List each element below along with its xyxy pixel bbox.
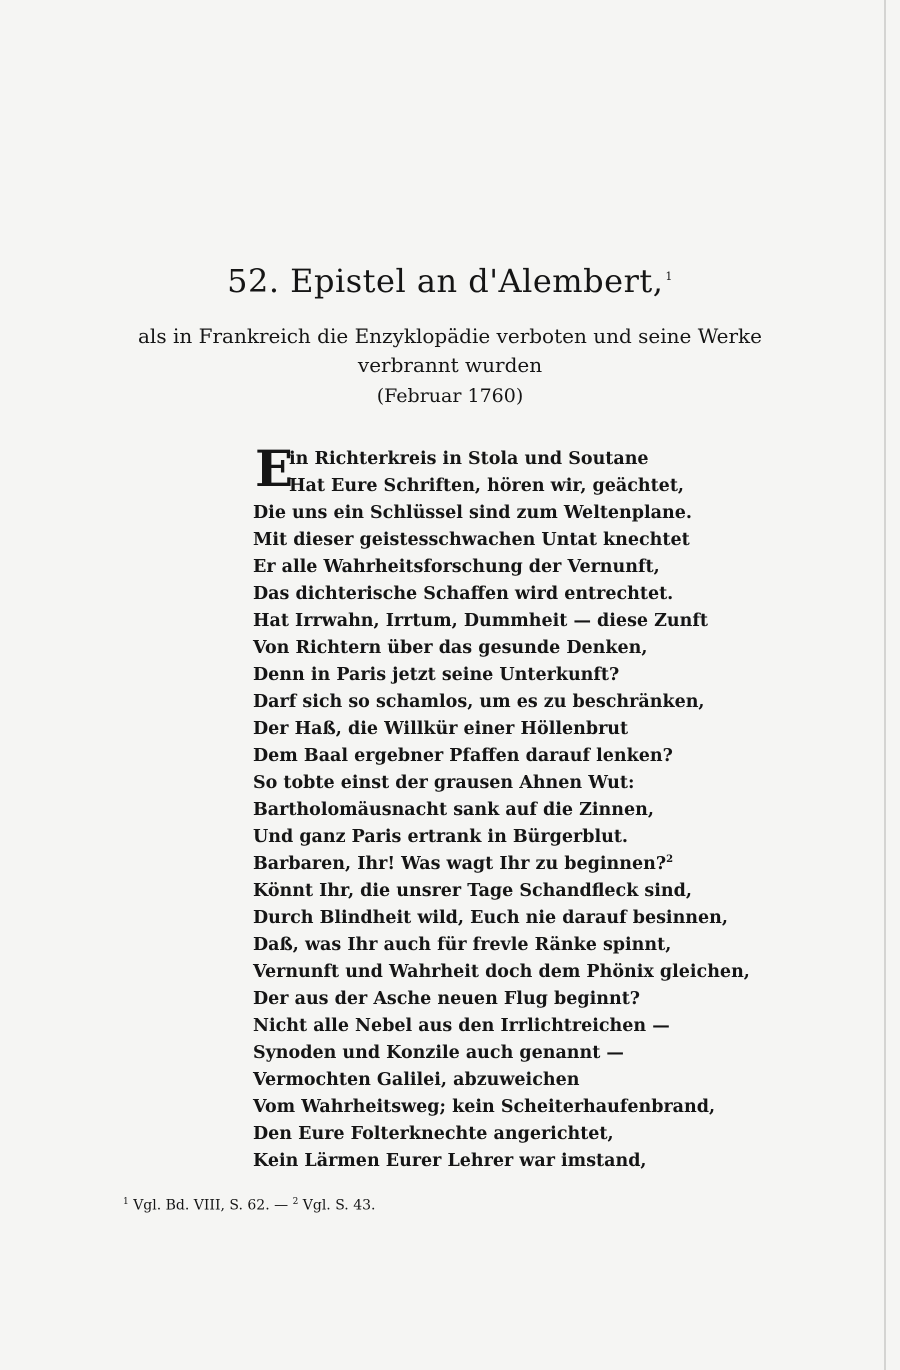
poem-line-24: Vermochten Galilei, abzuweichen <box>253 1070 580 1090</box>
poem-line-27: Kein Lärmen Eurer Lehrer war imstand, <box>253 1151 647 1171</box>
poem-line-4: Mit dieser geistesschwachen Untat knechtet <box>253 530 690 550</box>
poem-line-19: Daß, was Ihr auch für frevle Ränke spinnt, <box>253 935 672 955</box>
footnotes <box>123 1197 375 1214</box>
poem-title <box>0 262 900 300</box>
line-footnote-ref: 2 <box>666 854 674 866</box>
poem-line-5: Er alle Wahrheitsforschung der Vernunft, <box>253 557 660 577</box>
page-edge <box>884 0 886 1370</box>
footnote-2-marker: 2 <box>292 1197 299 1207</box>
poem-line-20: Vernunft und Wahrheit doch dem Phönix gleichen, <box>253 962 750 982</box>
poem-line-8: Von Richtern über das gesunde Denken, <box>253 638 648 658</box>
poem-line-16-text: Barbaren, Ihr! Was wagt Ihr zu beginnen? <box>253 854 667 874</box>
poem-line-25: Vom Wahrheitsweg; kein Scheiterhaufenbrand, <box>253 1097 716 1117</box>
drop-cap-initial: E <box>255 439 294 498</box>
poem-subtitle: als in Frankreich die Enzyklopädie verboten und seine Werke verbrannt wurden <box>138 324 762 377</box>
poem-line-11: Der Haß, die Willkür einer Höllenbrut <box>253 719 629 739</box>
footnote-1-marker: 1 <box>123 1197 129 1207</box>
footnote-1-text: Vgl. Bd. VIII, S. 62. — <box>133 1197 289 1214</box>
poem-line-9: Denn in Paris jetzt seine Unterkunft? <box>253 665 620 685</box>
poem-line-16 <box>253 851 733 878</box>
poem-line-23: Synoden und Konzile auch genannt — <box>253 1043 624 1063</box>
footnote-2-text: Vgl. S. 43. <box>302 1197 376 1214</box>
poem-line-7: Hat Irrwahn, Irrtum, Dummheit — diese Zunft <box>253 611 708 631</box>
title-footnote-ref: 1 <box>665 270 673 284</box>
poem-line-6: Das dichterische Schaffen wird entrechtet. <box>253 584 674 604</box>
poem-line-3: Die uns ein Schlüssel sind zum Weltenplane. <box>253 503 692 523</box>
poem-line-14: Bartholomäusnacht sank auf die Zinnen, <box>253 800 654 820</box>
poem-body <box>253 439 750 1175</box>
poem-line-15: Und ganz Paris ertrank in Bürgerblut. <box>253 827 628 847</box>
poem-line-18: Durch Blindheit wild, Euch nie darauf besinnen, <box>253 908 728 928</box>
poem-line-2: Hat Eure Schriften, hören wir, geächtet, <box>289 476 684 496</box>
poem-line-13: So tobte einst der grausen Ahnen Wut: <box>253 773 635 793</box>
poem-line-12: Dem Baal ergebner Pfaffen darauf lenken? <box>253 746 673 766</box>
poem-line-17: Könnt Ihr, die unsrer Tage Schandfleck sind, <box>253 881 692 901</box>
poem-line-21: Der aus der Asche neuen Flug beginnt? <box>253 989 641 1009</box>
poem-line-10: Darf sich so schamlos, um es zu beschränken, <box>253 692 705 712</box>
poem-date: (Februar 1760) <box>376 385 524 407</box>
poem-line-22: Nicht alle Nebel aus den Irrlichtreichen — <box>253 1016 670 1036</box>
poem-line-26: Den Eure Folterknechte angerichtet, <box>253 1124 614 1144</box>
poem-title-text: 52. Epistel an d'Alembert, <box>227 262 664 300</box>
poem-line-1-text: in Richterkreis in Stola und Soutane <box>289 449 649 469</box>
